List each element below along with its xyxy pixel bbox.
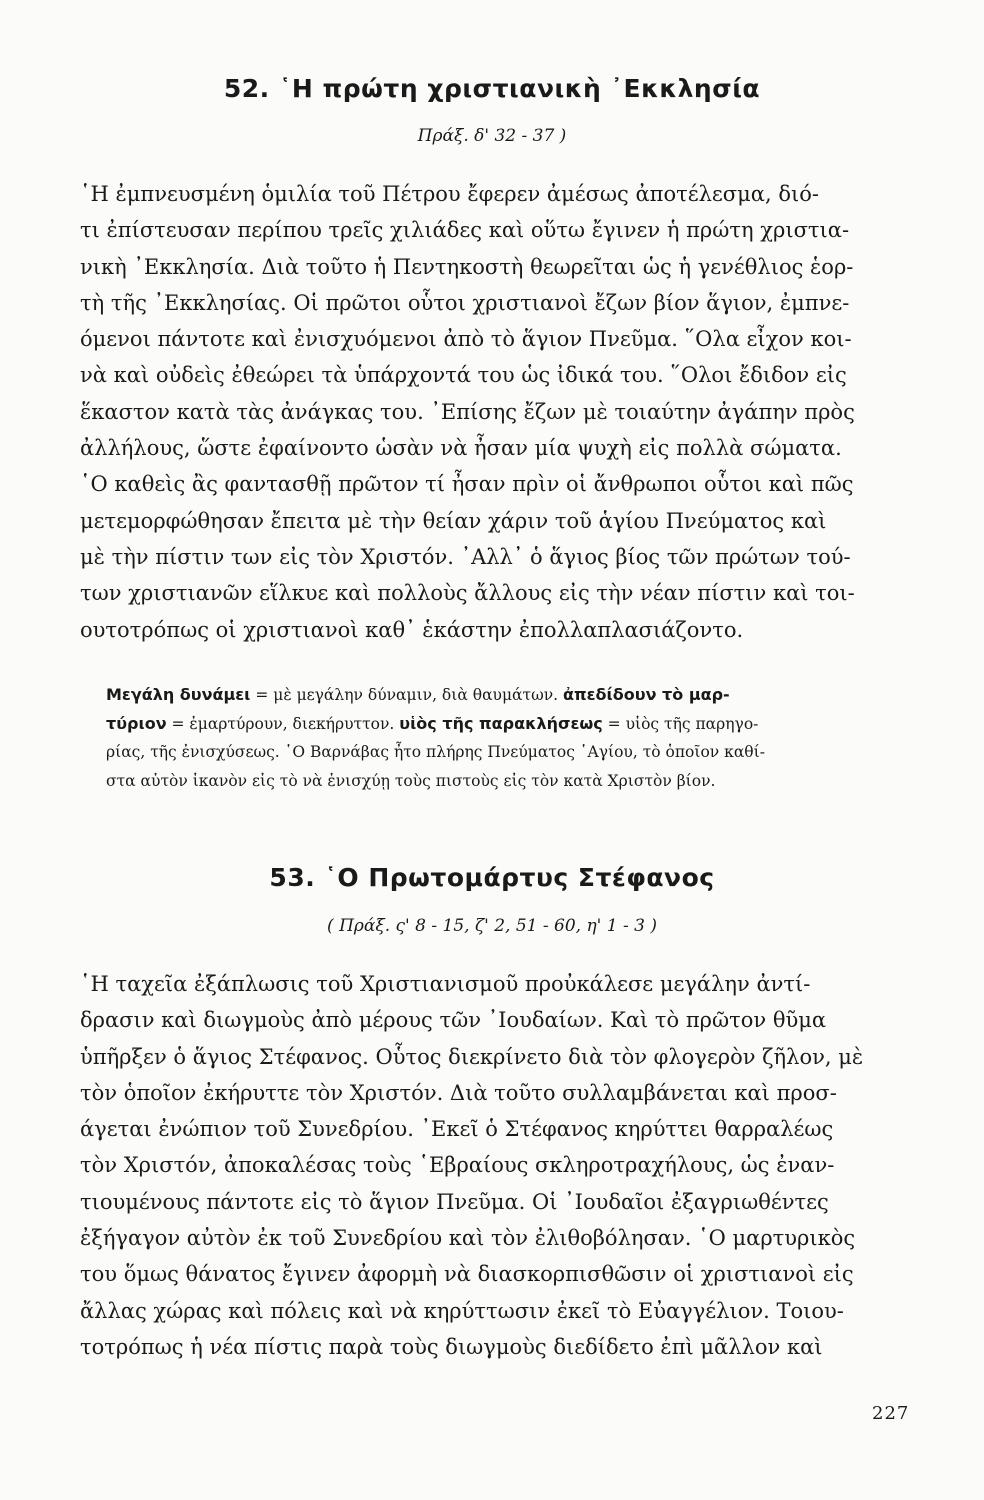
note-definition: = υἱὸς τῆς παρηγο- [602, 715, 759, 733]
section-53-heading: 53. ῾Ο Πρωτομάρτυς Στέφανος [269, 863, 715, 892]
body-line: μὲ τὴν πίστιν των εἰς τὸν Χριστόν. ᾽Αλλ᾽ ὁ ἅγιος βίος τῶν πρώτων τού- [80, 544, 851, 569]
body-line: όμενοι πάντοτε καὶ ἐνισχυόμενοι ἀπὸ τὸ ἅγιον Πνεῦμα. ῞Ολα εἶχον κοι- [80, 327, 852, 352]
body-line: τιουμένους πάντοτε εἰς τὸ ἅγιον Πνεῦμα. Οἱ ᾽Ιουδαῖοι ἐξαγριωθέντες [80, 1189, 829, 1214]
note-term: τύριον [106, 714, 167, 733]
body-line: των χριστιανῶν εἵλκυε καὶ πολλοὺς ἄλλους εἰς τὴν νέαν πίστιν καὶ τοι- [80, 581, 855, 606]
note-term: ἀπεδίδουν τὸ μαρ- [563, 685, 730, 704]
body-line: ἕκαστον κατὰ τὰς ἀνάγκας του. ᾽Επίσης ἔζων μὲ τοιαύτην ἀγάπην πρὸς [80, 399, 855, 424]
glossary-notes [106, 680, 914, 796]
body-line: νικὴ ᾽Εκκλησία. Διὰ τοῦτο ἡ Πεντηκοστὴ θεωρεῖται ὡς ἡ γενέθλιος ἑορ- [80, 254, 854, 279]
section-53-reference: ( Πράξ. ς' 8 - 15, ζ' 2, 51 - 60, η' 1 - 3 ) [327, 916, 657, 936]
section-52-body [80, 176, 912, 648]
body-line: ἐξήγαγον αὐτὸν ἐκ τοῦ Συνεδρίου καὶ τὸν ἐλιθοβόλησαν. ῾Ο μαρτυρικὸς [80, 1226, 856, 1251]
section-53-body [80, 966, 912, 1365]
body-line: του ὅμως θάνατος ἔγινεν ἀφορμὴ νὰ διασκορπισθῶσιν οἱ χριστιανοὶ εἰς [80, 1262, 854, 1287]
body-line: νὰ καὶ οὐδεὶς ἐθεώρει τὰ ὑπάρχοντά του ὡς ἰδικά του. ῞Ολοι ἔδιδον εἰς [80, 363, 847, 388]
body-line: τὴ τῆς ᾽Εκκλησίας. Οἱ πρῶτοι οὗτοι χριστιανοὶ ἔζων βίον ἅγιον, ἐμπνε- [80, 290, 850, 315]
body-line: ῾Η ταχεῖα ἐξάπλωσις τοῦ Χριστιανισμοῦ προὐκάλεσε μεγάλην ἀντί- [80, 972, 811, 996]
body-line: τι ἐπίστευσαν περίπου τρεῖς χιλιάδες καὶ οὕτω ἔγινεν ἡ πρώτη χριστια- [80, 218, 850, 243]
note-line: στα αὐτὸν ἱκανὸν εἰς τὸ νὰ ἐνισχύῃ τοὺς πιστοὺς εἰς τὸν κατὰ Χριστὸν βίον. [106, 772, 716, 790]
note-line: ρίας, τῆς ἐνισχύσεως. ῾Ο Βαρνάβας ἦτο πλήρης Πνεύματος ῾Αγίου, τὸ ὁποῖον καθί- [106, 743, 765, 761]
body-line: ῾Η ἐμπνευσμένη ὁμιλία τοῦ Πέτρου ἔφερεν ἀμέσως ἀποτέλεσμα, διό- [80, 182, 819, 206]
body-line: τοτρόπως ἡ νέα πίστις παρὰ τοὺς διωγμοὺς διεδίδετο ἐπὶ μᾶλλον καὶ [80, 1334, 823, 1359]
note-definition: = μὲ μεγάλην δύναμιν, διὰ θαυμάτων. [250, 686, 563, 704]
body-line: μετεμορφώθησαν ἔπειτα μὲ τὴν θείαν χάριν τοῦ ἁγίου Πνεύματος καὶ [80, 508, 827, 533]
note-term: υἱὸς τῆς παρακλήσεως [399, 714, 603, 733]
note-term: Μεγάλη δυνάμει [106, 685, 251, 704]
note-definition: = ἐμαρτύρουν, διεκήρυττον. [166, 715, 400, 733]
body-line: τὸν Χριστόν, ἀποκαλέσας τοὺς ῾Εβραίους σκληροτραχήλους, ὡς ἐναν- [80, 1153, 835, 1178]
body-line: δρασιν καὶ διωγμοὺς ἀπὸ μέρους τῶν ᾽Ιουδαίων. Καὶ τὸ πρῶτον θῦμα [80, 1008, 827, 1033]
page-number: 227 [872, 1403, 910, 1424]
body-line: ἄλλας χώρας καὶ πόλεις καὶ νὰ κηρύττωσιν ἐκεῖ τὸ Εὐαγγέλιον. Τοιου- [80, 1298, 844, 1323]
note-line [106, 680, 914, 709]
section-52-heading: 52. ῾Η πρώτη χριστιανικὴ ᾽Εκκλησία [223, 74, 761, 103]
body-line: άγεται ἐνώπιον τοῦ Συνεδρίου. ᾽Εκεῖ ὁ Στέφανος κηρύττει θαρραλέως [80, 1117, 834, 1142]
body-line: τὸν ὁποῖον ἐκήρυττε τὸν Χριστόν. Διὰ τοῦτο συλλαμβάνεται καὶ προσ- [80, 1080, 837, 1105]
body-line: ἀλλήλους, ὥστε ἐφαίνοντο ὡσὰν νὰ ἦσαν μία ψυχὴ εἰς πολλὰ σώματα. [80, 436, 842, 461]
body-line: ὑπῆρξεν ὁ ἅγιος Στέφανος. Οὗτος διεκρίνετο διὰ τὸν φλογερὸν ζῆλον, μὲ [80, 1044, 864, 1069]
section-52-reference: Πράξ. δ' 32 - 37 ) [417, 126, 567, 146]
body-line: ῾Ο καθεὶς ἂς φαντασθῇ πρῶτον τί ἦσαν πρὶν οἱ ἄνθρωποι οὗτοι καὶ πῶς [80, 472, 854, 497]
body-line: ουτοτρόπως οἱ χριστιανοὶ καθ᾽ ἑκάστην ἐπολλαπλασιάζοντο. [80, 617, 744, 642]
note-line [106, 709, 914, 738]
